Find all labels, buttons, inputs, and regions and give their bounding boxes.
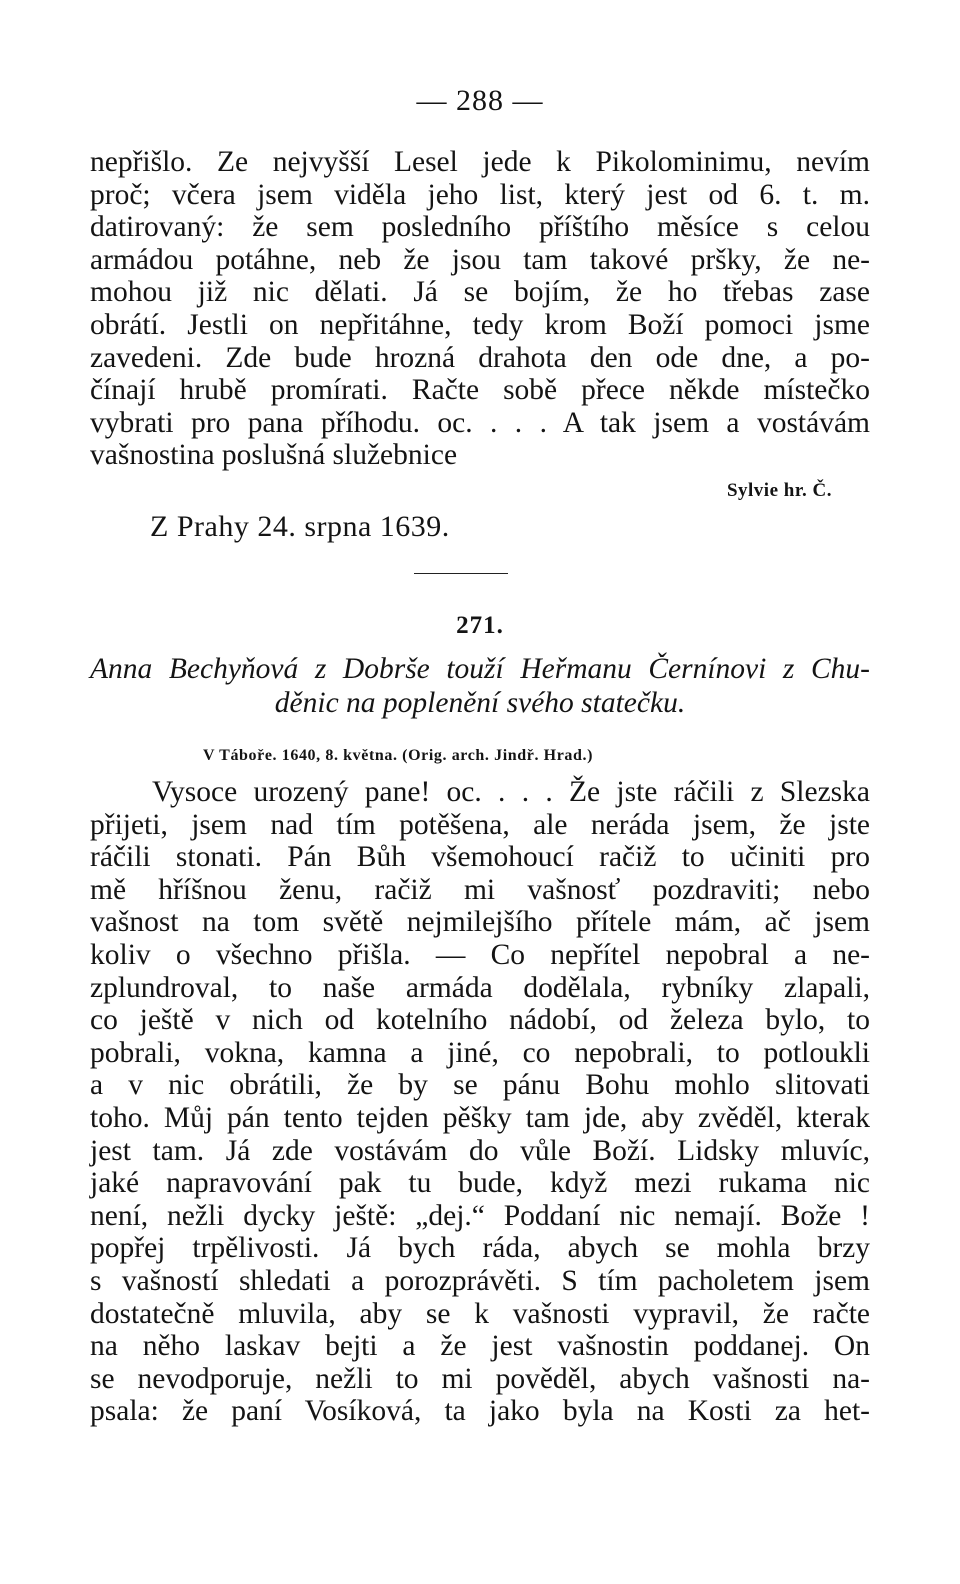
text-line: mě hříšnou ženu, račiž mi vašnosť pozdraviti; nebo <box>90 873 870 906</box>
text-line: proč; včera jsem viděla jeho list, který jest od 6. t. m. <box>90 178 870 211</box>
text-line: dostatečně mluvila, aby se k vašnosti vypravil, že račte <box>90 1297 870 1330</box>
text-line: co ještě v nich od kotelního nádobí, od železa bylo, to <box>90 1004 870 1037</box>
section-divider <box>414 573 508 574</box>
letter-271-text <box>90 776 870 1428</box>
letter-title-line: Anna Bechyňová z Dobrše touží Heřmanu Černínovi z Chu- <box>90 653 870 685</box>
text-line: zplundroval, to naše armáda dodělala, rybníky zlapali, <box>90 971 870 1004</box>
text-line: nepřišlo. Ze nejvyšší Lesel jede k Pikolominimu, nevím <box>90 146 870 178</box>
letter-source-note: V Táboře. 1640, 8. května. (Orig. arch. Jindř. Hrad.) <box>203 747 594 764</box>
text-line: a v nic obrátili, že by se pánu Bohu mohlo slitovati <box>90 1069 870 1102</box>
text-line: datirovaný: že sem posledního příštího měsíce s celou <box>90 211 870 244</box>
page-number: — 288 — <box>416 84 544 117</box>
text-line: ráčili stonati. Pán Bůh všemohoucí račiž to učiniti pro <box>90 841 870 874</box>
letter-title <box>90 652 870 720</box>
text-line: vašnostina poslušná služebnice <box>90 439 458 472</box>
text-line: na něho laskav bejti a že jest vašnostin poddanej. On <box>90 1330 870 1363</box>
letter-dateline: Z Prahy 24. srpna 1639. <box>150 510 450 543</box>
text-line: toho. Můj pán tento tejden pěšky tam jde, aby zvěděl, kterak <box>90 1101 870 1134</box>
text-line: obrátí. Jestli on nepřitáhne, tedy krom Boží pomoci jsme <box>90 308 870 341</box>
letter-title-line: děnic na poplenění svého statečku. <box>274 687 686 719</box>
text-line: přijeti, jsem nad tím potěšena, ale neráda jsem, že jste <box>90 808 870 841</box>
text-line: čínají hrubě promírati. Račte sobě přece někde místečko <box>90 374 870 407</box>
letter-signature: Sylvie hr. Č. <box>726 480 832 501</box>
text-line: zavedeni. Zde bude hrozná drahota den ode dne, a po- <box>90 341 870 374</box>
text-line: popřej trpělivosti. Já bych ráda, abych se mohla brzy <box>90 1232 870 1265</box>
text-line: psala: že paní Vosíková, ta jako byla na Kosti za het- <box>90 1395 870 1428</box>
text-line: se nevodporuje, nežli to mi pověděl, abych vašnosti na- <box>90 1362 870 1395</box>
text-line: koliv o všechno přišla. — Co nepřítel nepobral a ne- <box>90 938 870 971</box>
text-line: jaké napravování pak tu bude, když mezi rukama nic <box>90 1167 870 1200</box>
text-line: s vašností shledati a porozprávěti. S tím pacholetem jsem <box>90 1264 870 1297</box>
text-line: Vysoce urozený pane! oc. . . . Že jste ráčili z Slezska <box>152 776 870 808</box>
text-line: jest tam. Já zde vostávám do vůle Boží. Lidsky mluvíc, <box>90 1134 870 1167</box>
text-line: vybrati pro pana příhodu. oc. . . . A tak jsem a vostávám <box>90 406 870 439</box>
text-line: armádou potáhne, neb že jsou tam takové pršky, že ne- <box>90 243 870 276</box>
text-line: není, nežli dycky ještě: „dej.“ Poddaní nic nemají. Bože ! <box>90 1199 870 1232</box>
letter-270-text <box>90 146 870 472</box>
text-line: vašnost na tom světě nejmilejšího přítele mám, ač jsem <box>90 906 870 939</box>
text-line: pobrali, vokna, kamna a jiné, co nepobrali, to potloukli <box>90 1036 870 1069</box>
text-line: mohou již nic dělati. Já se bojím, že ho třebas zase <box>90 276 870 309</box>
letter-number: 271. <box>456 612 504 639</box>
